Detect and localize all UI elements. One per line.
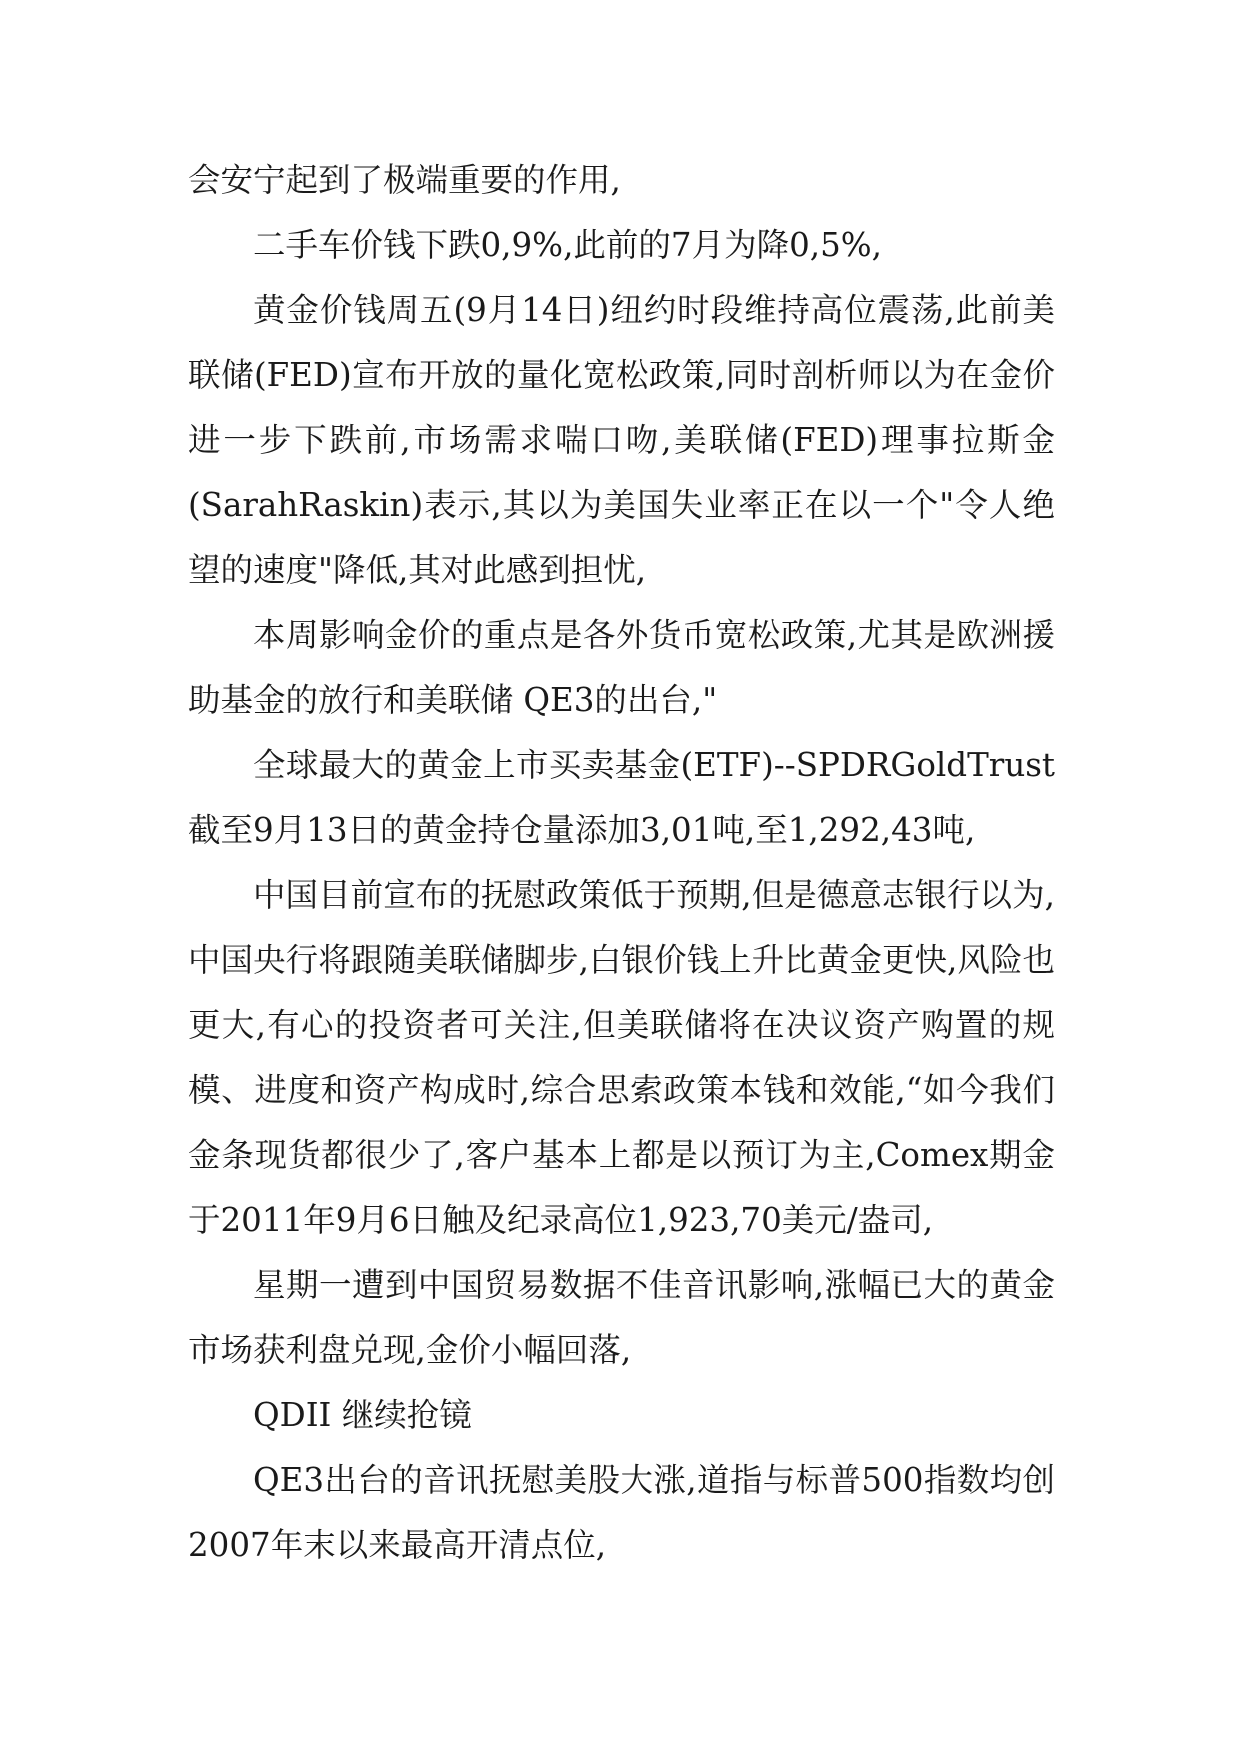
- paragraph-3: 黄金价钱周五(9月14日)纽约时段维持高位震荡,此前美联储(FED)宣布开放的量化宽松政策,同时剖析师以为在金价进一步下跌前,市场需求喘口吻,美联储(FED)理事拉斯金(SarahRaskin)表示,其以为美国失业率正在以一个"令人绝望的速度"降低,其对此感到担忧,: [188, 291, 1055, 589]
- paragraph-2: 二手车价钱下跌0,9%,此前的7月为降0,5%,: [253, 226, 882, 264]
- paragraph-7: 星期一遭到中国贸易数据不佳音讯影响,涨幅已大的黄金市场获利盘兑现,金价小幅回落,: [188, 1266, 1055, 1369]
- paragraph-1: 会安宁起到了极端重要的作用,: [188, 161, 621, 199]
- paragraph-8: QE3出台的音讯抚慰美股大涨,道指与标普500指数均创2007年末以来最高开清点位,: [188, 1461, 1055, 1564]
- paragraph-5: 全球最大的黄金上市买卖基金(ETF)--SPDRGoldTrust截至9月13日的黄金持仓量添加3,01吨,至1,292,43吨,: [188, 746, 1055, 849]
- section-heading: QDII 继续抢镜: [253, 1396, 472, 1434]
- body-text: [188, 148, 1055, 1578]
- paragraph-4: 本周影响金价的重点是各外货币宽松政策,尤其是欧洲援助基金的放行和美联储 QE3的出台,": [188, 616, 1055, 719]
- paragraph-6: 中国目前宣布的抚慰政策低于预期,但是德意志银行以为,中国央行将跟随美联储脚步,白银价钱上升比黄金更快,风险也更大,有心的投资者可关注,但美联储将在决议资产购置的规模、进度和资产构成时,综合思索政策本钱和效能,“如今我们金条现货都很少了,客户基本上都是以预订为主,Comex期金于2011年9月6日触及纪录高位1,923,70美元/盎司,: [188, 876, 1055, 1239]
